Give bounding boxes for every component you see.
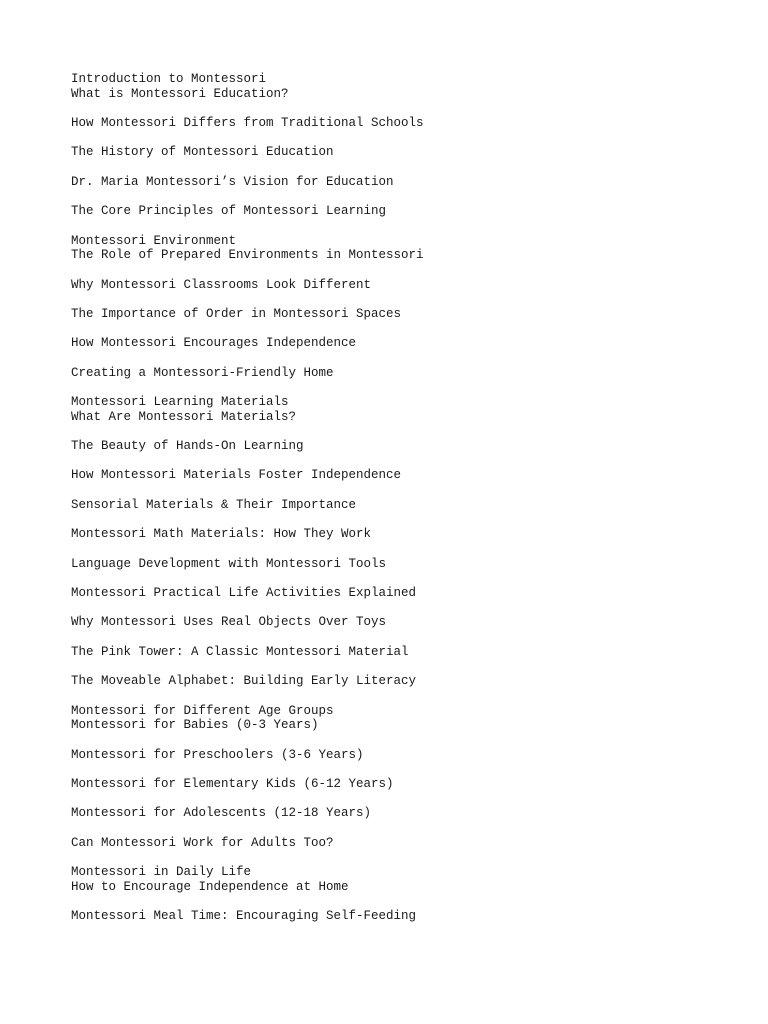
section-daily-life: [71, 865, 751, 924]
section-heading: Montessori for Different Age Groups: [71, 703, 334, 718]
outline-item: Montessori for Elementary Kids (6-12 Years): [71, 776, 394, 791]
outline-item: The Pink Tower: A Classic Montessori Material: [71, 644, 409, 659]
outline-item: Montessori for Preschoolers (3-6 Years): [71, 747, 364, 762]
outline-item: The Core Principles of Montessori Learning: [71, 204, 387, 219]
outline-item: How Montessori Differs from Traditional Schools: [71, 115, 424, 130]
outline-item: The Moveable Alphabet: Building Early Literacy: [71, 674, 417, 689]
section-heading: Introduction to Montessori: [71, 72, 267, 86]
outline-item: How Montessori Materials Foster Independence: [71, 468, 402, 483]
outline-item: The Role of Prepared Environments in Montessori: [71, 248, 424, 263]
document-outline: [71, 72, 751, 924]
outline-item: What Are Montessori Materials?: [71, 409, 297, 424]
outline-item: Montessori for Babies (0-3 Years): [71, 718, 319, 733]
outline-item: Montessori for Adolescents (12-18 Years): [71, 806, 372, 821]
outline-item: The Beauty of Hands-On Learning: [71, 439, 304, 454]
outline-item: How to Encourage Independence at Home: [71, 879, 349, 894]
section-heading: Montessori Learning Materials: [71, 395, 289, 410]
section-learning-materials: [71, 395, 751, 689]
section-environment: [71, 234, 751, 381]
outline-item: Can Montessori Work for Adults Too?: [71, 835, 334, 850]
outline-item: Sensorial Materials & Their Importance: [71, 497, 357, 512]
outline-item: Montessori Meal Time: Encouraging Self-Feeding: [71, 909, 417, 924]
outline-item: Montessori Math Materials: How They Work: [71, 527, 372, 542]
section-introduction: [71, 72, 751, 219]
outline-item: What is Montessori Education?: [71, 86, 289, 101]
outline-item: Why Montessori Uses Real Objects Over Toys: [71, 615, 387, 630]
outline-item: Why Montessori Classrooms Look Different: [71, 277, 372, 292]
section-age-groups: [71, 704, 751, 851]
outline-item: Language Development with Montessori Tools: [71, 556, 387, 571]
outline-item: Montessori Practical Life Activities Explained: [71, 586, 417, 601]
section-heading: Montessori Environment: [71, 233, 237, 248]
outline-item: Creating a Montessori-Friendly Home: [71, 365, 334, 380]
section-heading: Montessori in Daily Life: [71, 865, 252, 880]
outline-item: How Montessori Encourages Independence: [71, 336, 357, 351]
outline-item: Dr. Maria Montessori’s Vision for Education: [71, 174, 394, 189]
outline-item: The Importance of Order in Montessori Spaces: [71, 306, 402, 321]
outline-item: The History of Montessori Education: [71, 145, 334, 160]
